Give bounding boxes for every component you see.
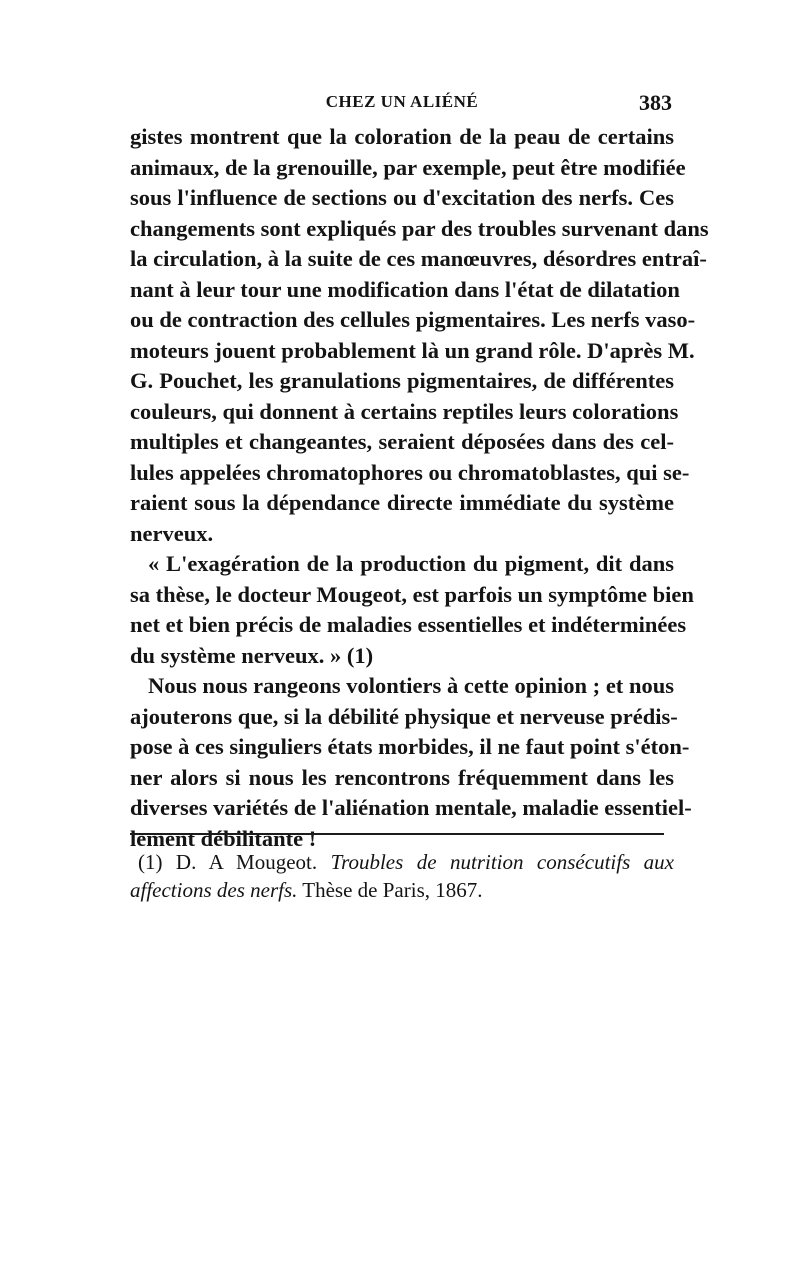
text-line: du système nerveux. » (1): [130, 642, 374, 668]
text-line: changements sont expliqués par des troubles survenant dans: [130, 215, 709, 241]
page-number: 383: [639, 90, 672, 115]
text-line: sa thèse, le docteur Mougeot, est parfois un symptôme bien: [130, 581, 694, 607]
running-head: [130, 92, 674, 116]
text-line: diverses variétés de l'aliénation mentale, maladie essentiel-: [130, 795, 692, 820]
running-title: CHEZ UN ALIÉNÉ: [325, 92, 479, 111]
text-line: pose à ces singuliers états morbides, il ne faut point s'éton-: [130, 734, 690, 759]
text-line: nerveux.: [130, 520, 214, 546]
footnote-source: Thèse de Paris, 1867.: [302, 878, 483, 902]
text-line: multiples et changeantes, seraient déposées dans des cel-: [130, 429, 674, 454]
footnote-title-part: affections des nerfs.: [130, 878, 298, 902]
text-line: ou de contraction des cellules pigmentaires. Les nerfs vaso-: [130, 307, 696, 332]
text-line: ner alors si nous les rencontrons fréquemment dans les: [130, 764, 674, 790]
footnote-title-part: Troubles de nutrition consécutifs aux: [330, 850, 674, 874]
text-line: la circulation, à la suite de ces manœuvres, désordres entraî-: [130, 246, 707, 271]
footnote-reference: (1) D. A Mougeot.: [138, 850, 318, 874]
text-line: Nous nous rangeons volontiers à cette opinion ; et nous: [148, 673, 674, 698]
text-line: animaux, de la grenouille, par exemple, peut être modifiée: [130, 154, 686, 180]
footnote: [130, 848, 674, 904]
text-line: « L'exagération de la production du pigment, dit dans: [148, 551, 674, 576]
footnote-line: [130, 876, 674, 904]
text-line: couleurs, qui donnent à certains reptiles leurs colorations: [130, 398, 679, 424]
text-line: ajouterons que, si la débilité physique et nerveuse prédis-: [130, 703, 678, 729]
text-line: moteurs jouent probablement là un grand rôle. D'après M.: [130, 337, 695, 363]
footnote-line: [130, 848, 674, 876]
text-line: lules appelées chromatophores ou chromatoblastes, qui se-: [130, 459, 690, 485]
text-line: G. Pouchet, les granulations pigmentaires, de différentes: [130, 368, 674, 393]
text-line: net et bien précis de maladies essentielles et indéterminées: [130, 612, 687, 637]
footnote-rule: [130, 833, 664, 835]
text-line: lement débilitante !: [130, 825, 317, 851]
text-line: gistes montrent que la coloration de la peau de certains: [130, 124, 674, 149]
text-line: sous l'influence de sections ou d'excitation des nerfs. Ces: [130, 185, 674, 210]
text-line: raient sous la dépendance directe immédiate du système: [130, 490, 674, 515]
body-text: [130, 122, 709, 854]
text-line: nant à leur tour une modification dans l'état de dilatation: [130, 276, 680, 302]
